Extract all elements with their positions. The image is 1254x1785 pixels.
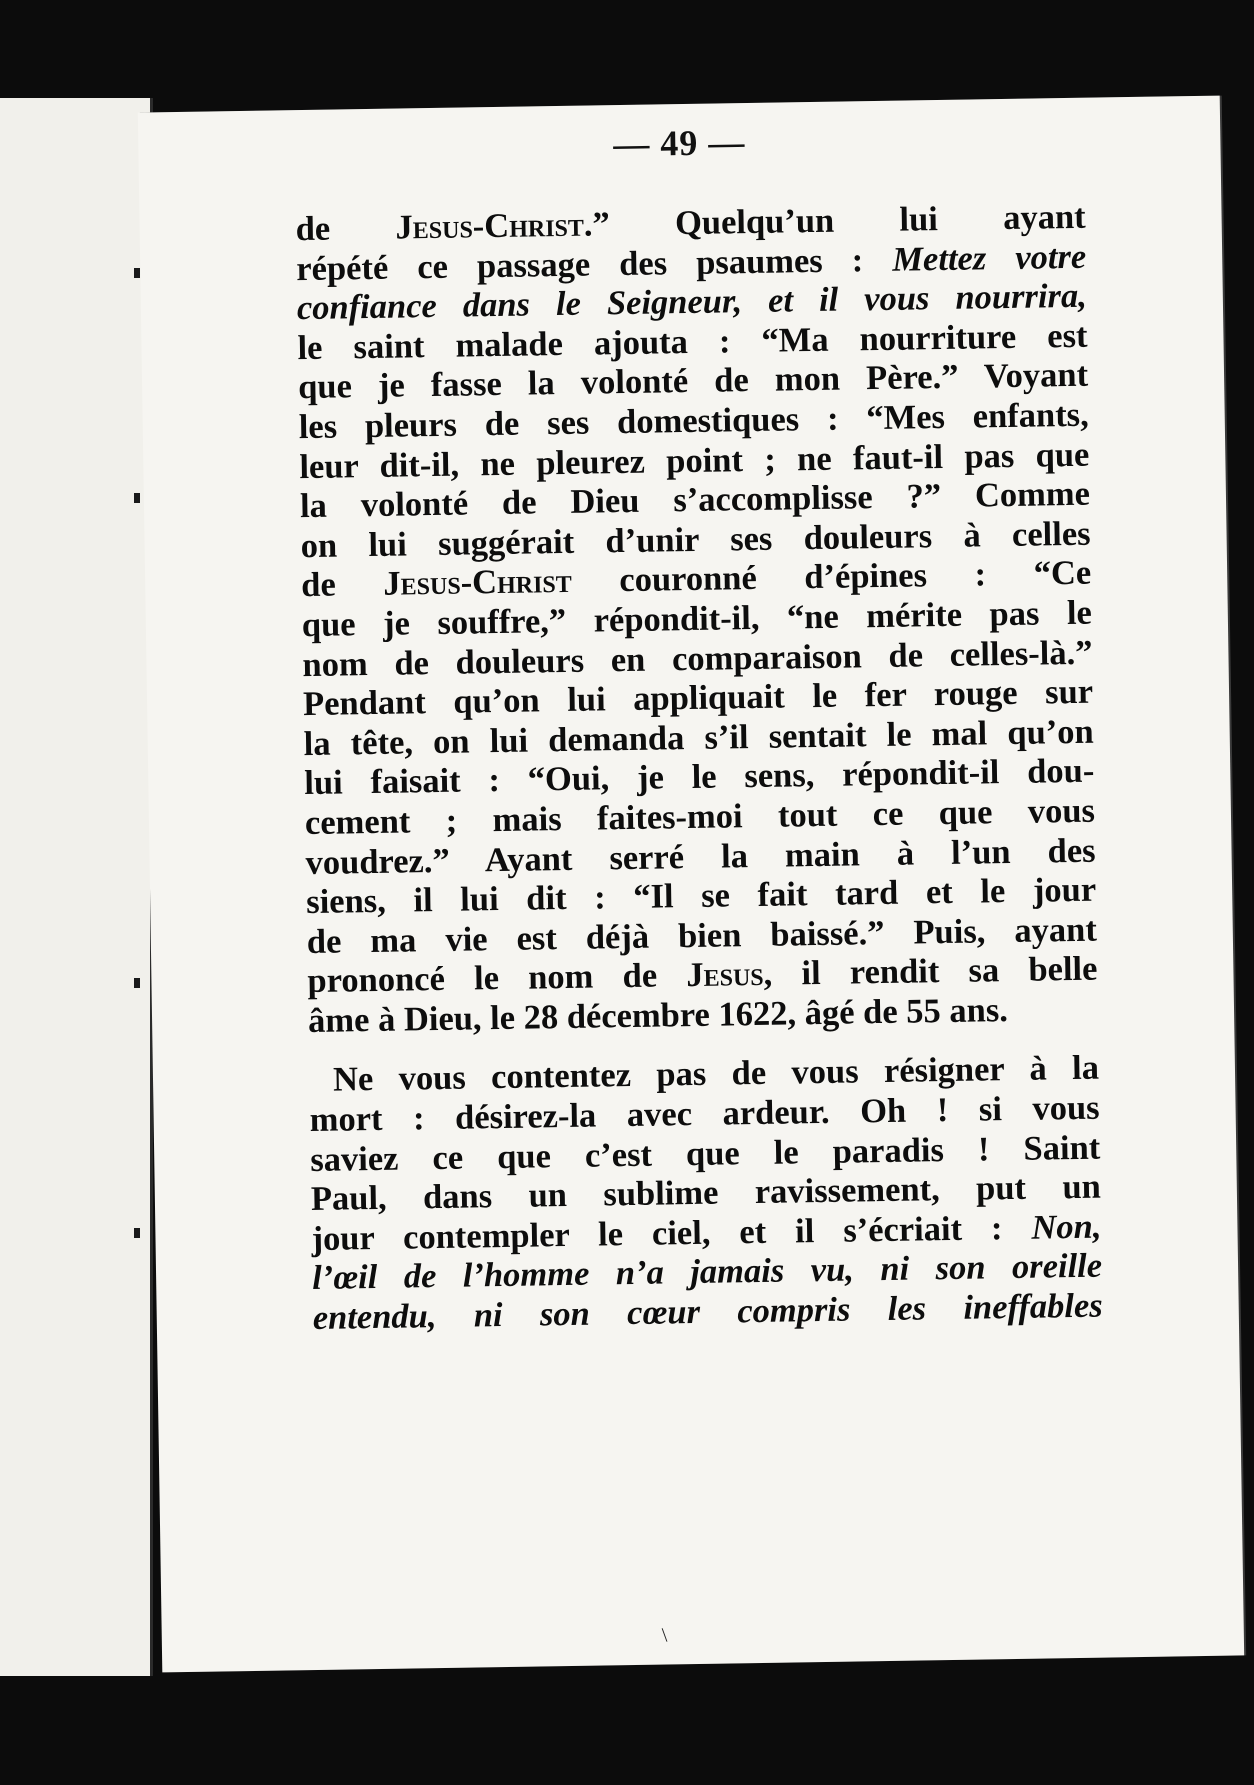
text-segment: le saint malade ajouta : “Ma nourriture est xyxy=(297,316,1088,367)
text-segment: prononcé le nom de xyxy=(307,956,687,1001)
text-segment: , il rendit sa belle xyxy=(763,949,1098,994)
page-number: — 49 — xyxy=(613,122,746,165)
text-segment: voudrez.” Ayant serré la main à l’un des xyxy=(305,831,1096,882)
text-segment: la volonté de Dieu s’accomplisse ?” Comme xyxy=(299,474,1091,526)
text-segment: âme à Dieu, le 28 décembre 1622, âgé de 55 ans. xyxy=(307,990,1009,1040)
text-segment: mort : désirez-la avec ardeur. Oh ! si vous xyxy=(309,1088,1100,1140)
text-segment: couronné d’épines : “Ce xyxy=(571,554,1092,601)
previous-page-edge xyxy=(0,98,153,1676)
italic-text: l’œil de l’homme n’a jamais vu, ni son oreille xyxy=(311,1247,1103,1298)
italic-text: Non, xyxy=(1031,1207,1102,1247)
small-caps-text: Jesus-Christ xyxy=(395,205,585,247)
text-segment: de ma vie est déjà bien baissé.” Puis, ayant xyxy=(306,910,1098,961)
binding-stitch xyxy=(134,493,140,503)
text-segment: répété ce passage des psaumes : xyxy=(295,240,893,288)
text-segment: que je souffre,” répondit-il, “ne mérite pas le xyxy=(301,593,1093,645)
book-page xyxy=(138,96,1244,1673)
text-segment: la tête, on lui demanda s’il sentait le mal qu’on xyxy=(303,712,1094,763)
binding-stitch xyxy=(134,1228,140,1238)
italic-text: entendu, ni son cœur compris les ineffables xyxy=(312,1286,1103,1338)
text-segment: de xyxy=(300,565,384,605)
small-caps-text: Jesus xyxy=(686,955,764,995)
text-segment: saviez ce que c’est que le paradis ! Saint xyxy=(309,1128,1101,1179)
page-smudge: \ xyxy=(661,1624,668,1647)
text-segment: jour contempler le ciel, et il s’écriait : xyxy=(311,1208,1032,1258)
text-segment: Paul, dans un sublime ravissement, put un xyxy=(310,1167,1102,1219)
binding-stitch xyxy=(134,978,140,988)
text-segment: que je fasse la volonté de mon Père.” Voyant xyxy=(297,356,1089,407)
text-segment: .” Quelqu’un lui ayant xyxy=(583,197,1086,244)
text-segment: cement ; mais faites-moi tout ce que vous xyxy=(304,791,1096,842)
text-segment: leur dit-il, ne pleurez point ; ne faut-il pas que xyxy=(299,435,1090,486)
text-segment: on lui suggérait d’unir ses douleurs à celles xyxy=(300,514,1091,565)
text-segment: nom de douleurs en comparaison de celles-là.” xyxy=(302,633,1093,684)
small-caps-text: Jesus-Christ xyxy=(383,562,573,604)
text-segment: Pendant qu’on lui appliquait le fer rouge sur xyxy=(302,672,1094,724)
italic-text: confiance dans le Seigneur, et il vous nourrira, xyxy=(296,276,1088,328)
binding-stitch xyxy=(134,268,140,278)
page-body-text xyxy=(295,198,1103,1339)
text-segment: siens, il lui dit : “Il se fait tard et le jour xyxy=(305,870,1097,922)
italic-text: Mettez votre xyxy=(892,237,1087,279)
text-segment: de xyxy=(295,208,396,249)
text-segment: lui faisait : “Oui, je le sens, répondit-il dou- xyxy=(304,751,1095,803)
text-segment: les pleurs de ses domestiques : “Mes enfants, xyxy=(298,395,1089,447)
text-segment: Ne vous contentez pas de vous résigner à la xyxy=(332,1049,1100,1100)
